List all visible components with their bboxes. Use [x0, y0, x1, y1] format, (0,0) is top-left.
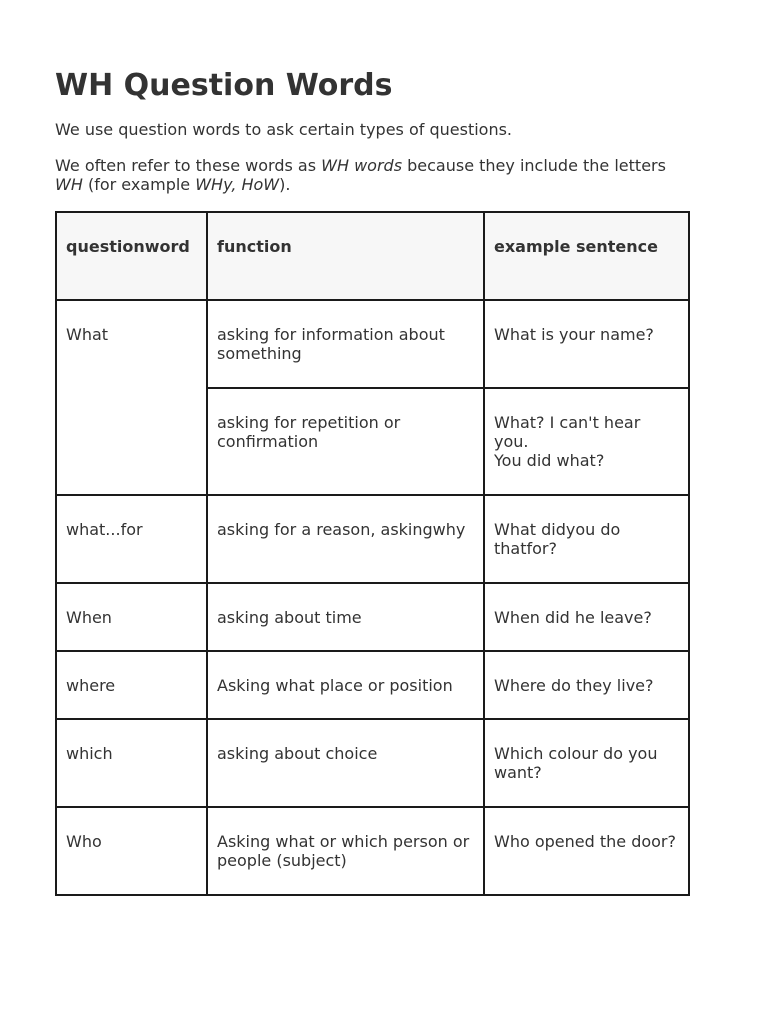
table-row — [56, 719, 689, 807]
intro-emphasis-wh-words: WH words — [321, 156, 403, 175]
intro-paragraph-1: We use question words to ask certain types of questions. — [55, 120, 513, 139]
cell-example: What didyou do thatfor? — [484, 495, 689, 583]
cell-function: asking about time — [207, 583, 484, 651]
intro-paragraph-2 — [55, 156, 695, 194]
cell-word: which — [56, 719, 207, 807]
intro-text-a: We often refer to these words as — [55, 156, 322, 175]
cell-word: When — [56, 583, 207, 651]
cell-example: Which colour do you want? — [484, 719, 689, 807]
cell-function: asking for a reason, askingwhy — [207, 495, 484, 583]
cell-function: asking for information about something — [207, 300, 484, 388]
intro-text-d: ). — [279, 175, 291, 194]
cell-function: asking about choice — [207, 719, 484, 807]
table-row — [56, 300, 689, 388]
cell-example: Where do they live? — [484, 651, 689, 719]
table-row — [56, 583, 689, 651]
table-row — [56, 807, 689, 895]
cell-word: What — [56, 300, 207, 495]
cell-example: What is your name? — [484, 300, 689, 388]
header-questionword: questionword — [56, 212, 207, 300]
cell-example: Who opened the door? — [484, 807, 689, 895]
cell-example: What? I can't hear you. You did what? — [484, 388, 689, 495]
table-row — [56, 495, 689, 583]
cell-function: Asking what place or position — [207, 651, 484, 719]
cell-word: Who — [56, 807, 207, 895]
cell-example: When did he leave? — [484, 583, 689, 651]
cell-function: asking for repetition or confirmation — [207, 388, 484, 495]
header-example-sentence: example sentence — [484, 212, 689, 300]
intro-emphasis-wh: WH — [55, 175, 83, 194]
table-header-row — [56, 212, 689, 300]
cell-word: where — [56, 651, 207, 719]
header-function: function — [207, 212, 484, 300]
document-page — [55, 64, 715, 870]
cell-word: what...for — [56, 495, 207, 583]
intro-emphasis-examples: WHy, HoW — [195, 175, 280, 194]
cell-function: Asking what or which person or people (subject) — [207, 807, 484, 895]
question-words-table — [55, 211, 690, 896]
page-title: WH Question Words — [55, 68, 393, 103]
intro-text-c: (for example — [82, 175, 196, 194]
intro-text-b: because they include the letters — [402, 156, 666, 175]
table-row — [56, 651, 689, 719]
